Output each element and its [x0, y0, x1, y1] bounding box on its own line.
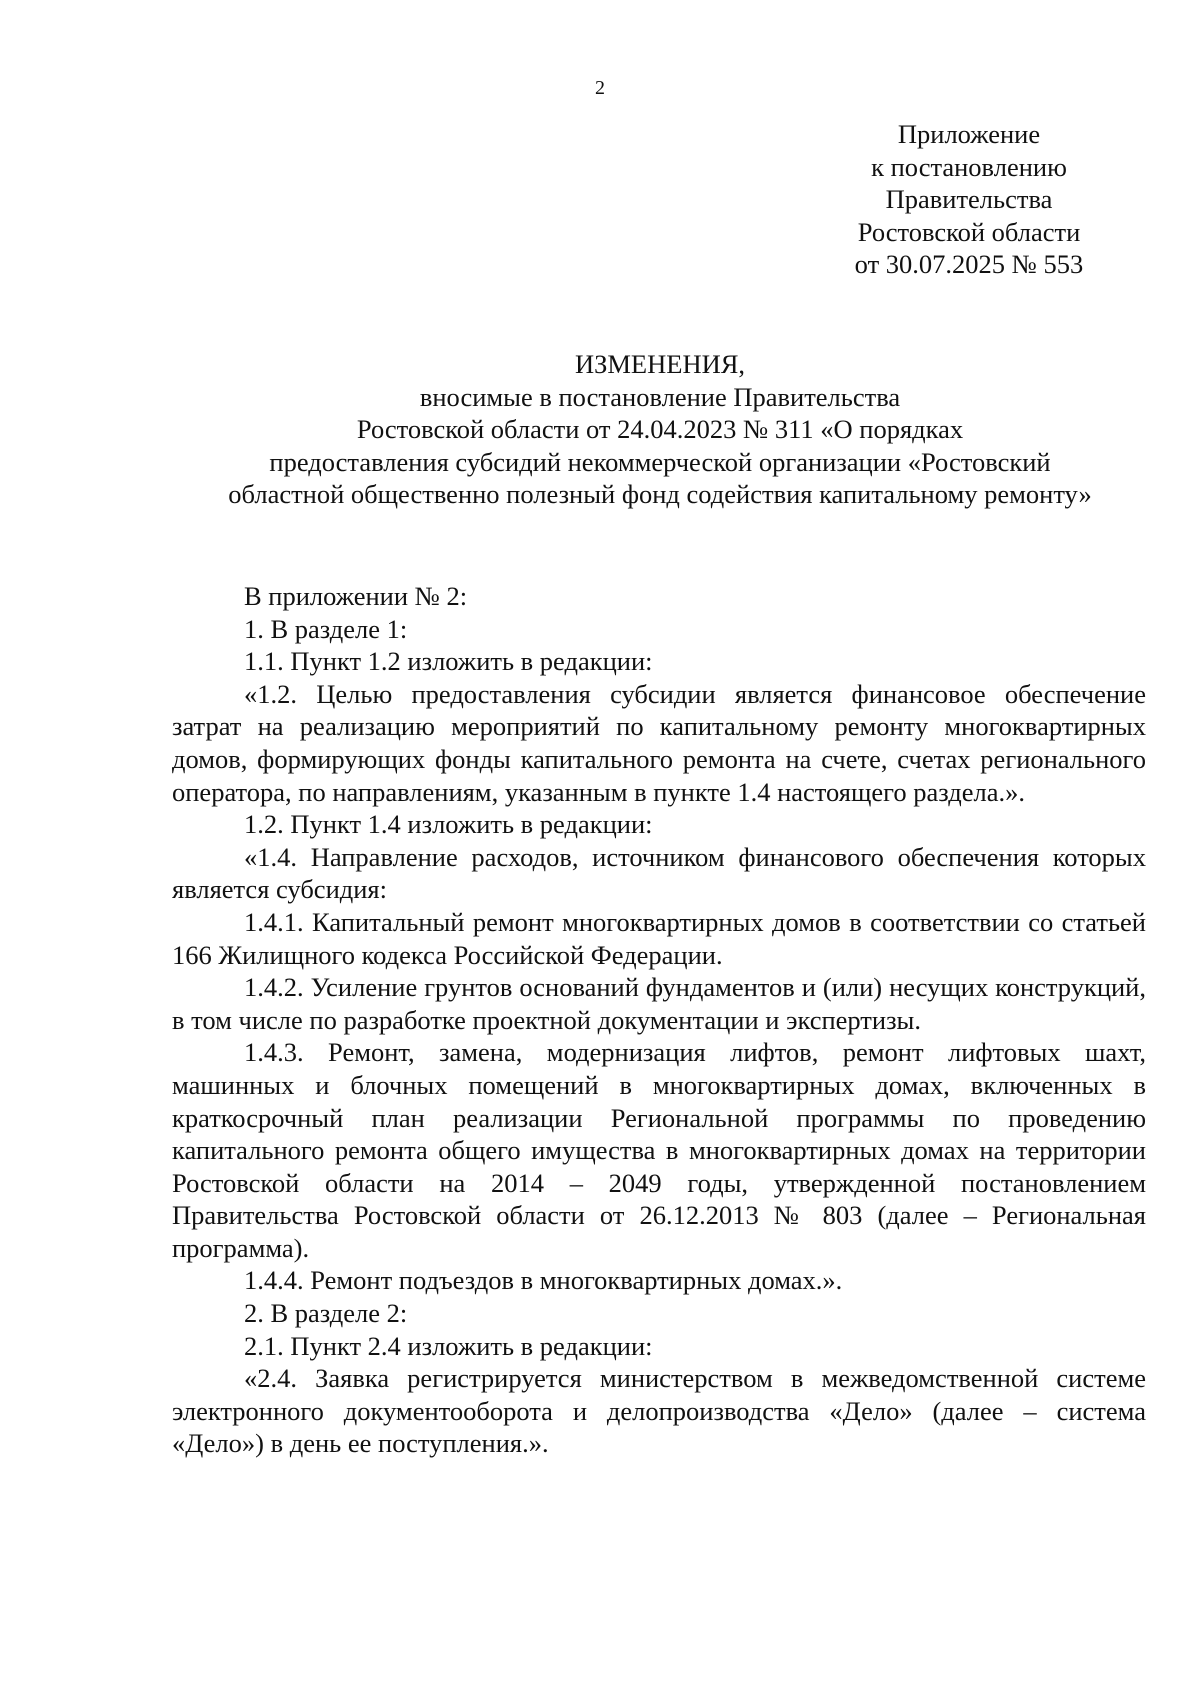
paragraph: 1. В разделе 1:	[244, 613, 408, 644]
appendix-line: Ростовской области	[857, 216, 1081, 247]
appendix-line: Приложение	[897, 119, 1041, 149]
paragraph: 1.2. Пункт 1.4 изложить в редакции:	[244, 809, 653, 840]
appendix-block	[830, 118, 1108, 281]
appendix-line: Правительства	[885, 184, 1053, 214]
paragraph: «1.4. Направление расходов, источником финансового обеспечения которых является субсидия:	[172, 841, 1146, 905]
paragraph: 1.1. Пункт 1.2 изложить в редакции:	[244, 646, 653, 677]
paragraph: 1.4.3. Ремонт, замена, модернизация лифтов, ремонт лифтовых шахт, машинных и блочных помещений в многоквартирных домах, включенных в краткосрочный план реализации Региональной программы по проведению капитального ремонта общего имущества в многоквартирных домах на территории Ростовской области на 2014 – 2049 годы, утвержденной постановлением Правительства Ростовской области от 26.12.2013 № 803 (далее – Региональная программа).	[172, 1037, 1146, 1263]
title-line: Ростовской области от 24.04.2023 № 311 «О порядках	[356, 414, 964, 444]
title-heading: ИЗМЕНЕНИЯ,	[574, 349, 746, 379]
paragraph: «2.4. Заявка регистрируется министерством в межведомственной системе электронного документооборота и делопроизводства «Дело» (далее – система «Дело») в день ее поступления.».	[172, 1363, 1146, 1459]
paragraph: 1.4.4. Ремонт подъездов в многоквартирных домах.».	[244, 1265, 843, 1296]
paragraph: 2.1. Пункт 2.4 изложить в редакции:	[244, 1330, 653, 1361]
paragraph: 2. В разделе 2:	[244, 1298, 408, 1329]
document-body	[172, 580, 1146, 1460]
paragraph: В приложении № 2:	[244, 581, 468, 611]
title-line: вносимые в постановление Правительства	[419, 381, 901, 412]
page-number: 2	[595, 77, 605, 99]
title-line: предоставления субсидий некоммерческой организации «Ростовский	[269, 446, 1051, 477]
paragraph: «1.2. Целью предоставления субсидии является финансовое обеспечение затрат на реализацию мероприятий по капитальному ремонту многоквартирных домов, формирующих фонды капитального ремонта на счете, счетах регионального оператора, по направлениям, указанным в пункте 1.4 настоящего раздела.».	[172, 678, 1146, 807]
document-title	[0, 348, 1200, 511]
paragraph: 1.4.2. Усиление грунтов оснований фундаментов и (или) несущих конструкций, в том числе по разработке проектной документации и экспертизы.	[172, 972, 1146, 1035]
appendix-line: к постановлению	[871, 151, 1067, 182]
appendix-line: от 30.07.2025 № 553	[854, 249, 1084, 279]
title-line: областной общественно полезный фонд содействия капитальному ремонту»	[228, 479, 1092, 509]
paragraph: 1.4.1. Капитальный ремонт многоквартирных домов в соответствии со статьей 166 Жилищного кодекса Российской Федерации.	[172, 906, 1146, 970]
